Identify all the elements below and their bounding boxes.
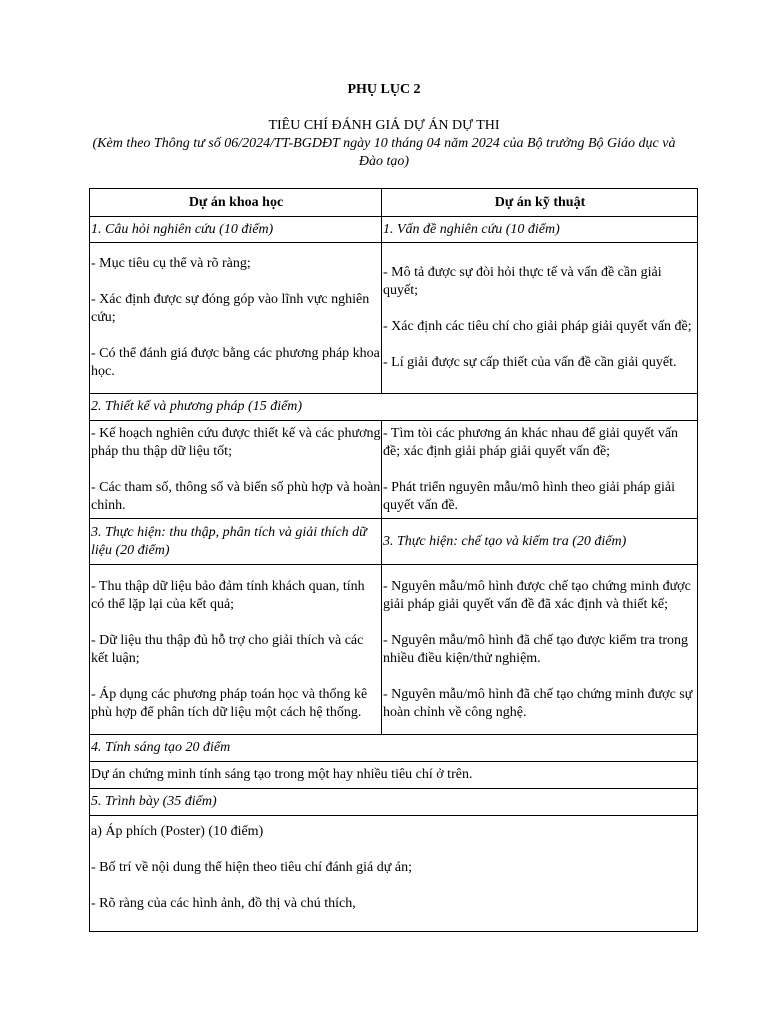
criterion-item: - Kế hoạch nghiên cứu được thiết kế và các phương pháp thu thập dữ liệu tốt; bbox=[91, 425, 381, 459]
section-2-technical-criteria bbox=[382, 421, 698, 519]
criterion-item: - Nguyên mẫu/mô hình được chế tạo chứng minh được giải pháp giải quyết vấn đề đã xác định và thiết kế; bbox=[383, 578, 691, 612]
column-header-science: Dự án khoa học bbox=[90, 189, 382, 217]
section-3-title-row bbox=[90, 519, 698, 565]
criterion-item: - Áp dụng các phương pháp toán học và thống kê phù hợp để phân tích dữ liệu một cách hệ thống. bbox=[91, 686, 368, 720]
criterion-item: - Rõ ràng của các hình ảnh, đồ thị và chú thích, bbox=[91, 896, 356, 911]
section-5-criteria bbox=[90, 816, 698, 932]
criterion-item: - Phát triển nguyên mẫu/mô hình theo giải pháp giải quyết vấn đề. bbox=[383, 479, 675, 513]
section-2-title-row bbox=[90, 394, 698, 421]
section-2-science-criteria bbox=[90, 421, 382, 519]
criterion-item: - Dữ liệu thu thập đủ hỗ trợ cho giải thích và các kết luận; bbox=[91, 632, 364, 666]
criterion-item: - Xác định các tiêu chí cho giải pháp giải quyết vấn đề; bbox=[383, 319, 692, 334]
section-4-title: 4. Tính sáng tạo 20 điểm bbox=[90, 735, 698, 762]
section-3-science-criteria bbox=[90, 565, 382, 735]
column-header-technical: Dự án kỹ thuật bbox=[382, 189, 698, 217]
section-4-body: Dự án chứng minh tính sáng tạo trong một hay nhiều tiêu chí ở trên. bbox=[90, 762, 698, 789]
criterion-item: - Mô tả được sự đòi hỏi thực tế và vấn đề cần giải quyết; bbox=[383, 265, 662, 298]
section-3-technical-criteria bbox=[382, 565, 698, 735]
document-title: TIÊU CHÍ ĐÁNH GIÁ DỰ ÁN DỰ THI bbox=[268, 118, 500, 133]
criterion-item: - Nguyên mẫu/mô hình đã chế tạo chứng minh được sự hoàn chỉnh về công nghệ. bbox=[383, 686, 693, 720]
criterion-item: - Mục tiêu cụ thể và rõ ràng; bbox=[91, 256, 251, 271]
section-1-title-row bbox=[90, 217, 698, 243]
section-2-title: 2. Thiết kế và phương pháp (15 điểm) bbox=[90, 394, 698, 421]
appendix-heading: PHỤ LỤC 2 bbox=[347, 82, 421, 97]
section-5-title: 5. Trình bày (35 điểm) bbox=[90, 789, 698, 816]
document-subtitle: (Kèm theo Thông tư số 06/2024/TT-BGDĐT ngày 10 tháng 04 năm 2024 của Bộ trưởng Bộ Giáo dục và Đào tạo) bbox=[92, 136, 676, 169]
section-1-science-title: 1. Câu hỏi nghiên cứu (10 điểm) bbox=[90, 217, 382, 243]
section-1-science-criteria bbox=[90, 243, 382, 394]
section-4-title-row bbox=[90, 735, 698, 762]
criterion-item: - Tìm tòi các phương án khác nhau để giải quyết vấn đề; xác định giải pháp giải quyết vấn đề; bbox=[383, 425, 679, 459]
criteria-table bbox=[89, 188, 698, 932]
section-1-technical-criteria bbox=[382, 243, 698, 394]
section-1-technical-title: 1. Vấn đề nghiên cứu (10 điểm) bbox=[382, 217, 698, 243]
criterion-item: - Xác định được sự đóng góp vào lĩnh vực nghiên cứu; bbox=[91, 292, 370, 325]
criterion-item: - Có thể đánh giá được bằng các phương pháp khoa học. bbox=[91, 346, 380, 379]
section-4-content-row bbox=[90, 762, 698, 789]
section-5-title-row bbox=[90, 789, 698, 816]
criterion-item: - Nguyên mẫu/mô hình đã chế tạo được kiểm tra trong nhiều điều kiện/thử nghiệm. bbox=[383, 632, 689, 666]
criterion-item: a) Áp phích (Poster) (10 điểm) bbox=[91, 824, 264, 839]
criterion-item: - Thu thập dữ liệu bảo đảm tính khách quan, tính có thể lặp lại của kết quả; bbox=[91, 578, 365, 612]
section-2-content-row bbox=[90, 421, 698, 519]
section-5-content-row bbox=[90, 816, 698, 932]
criterion-item: - Lí giải được sự cấp thiết của vấn đề cần giải quyết. bbox=[383, 355, 677, 370]
section-3-science-title: 3. Thực hiện: thu thập, phân tích và giải thích dữ liệu (20 điểm) bbox=[90, 519, 382, 565]
section-3-content-row bbox=[90, 565, 698, 735]
section-1-content-row bbox=[90, 243, 698, 394]
table-header-row bbox=[90, 189, 698, 217]
criterion-item: - Bố trí về nội dung thể hiện theo tiêu chí đánh giá dự án; bbox=[91, 860, 412, 875]
section-3-technical-title: 3. Thực hiện: chế tạo và kiểm tra (20 điểm) bbox=[382, 519, 698, 565]
criterion-item: - Các tham số, thông số và biến số phù hợp và hoàn chỉnh. bbox=[91, 479, 381, 513]
